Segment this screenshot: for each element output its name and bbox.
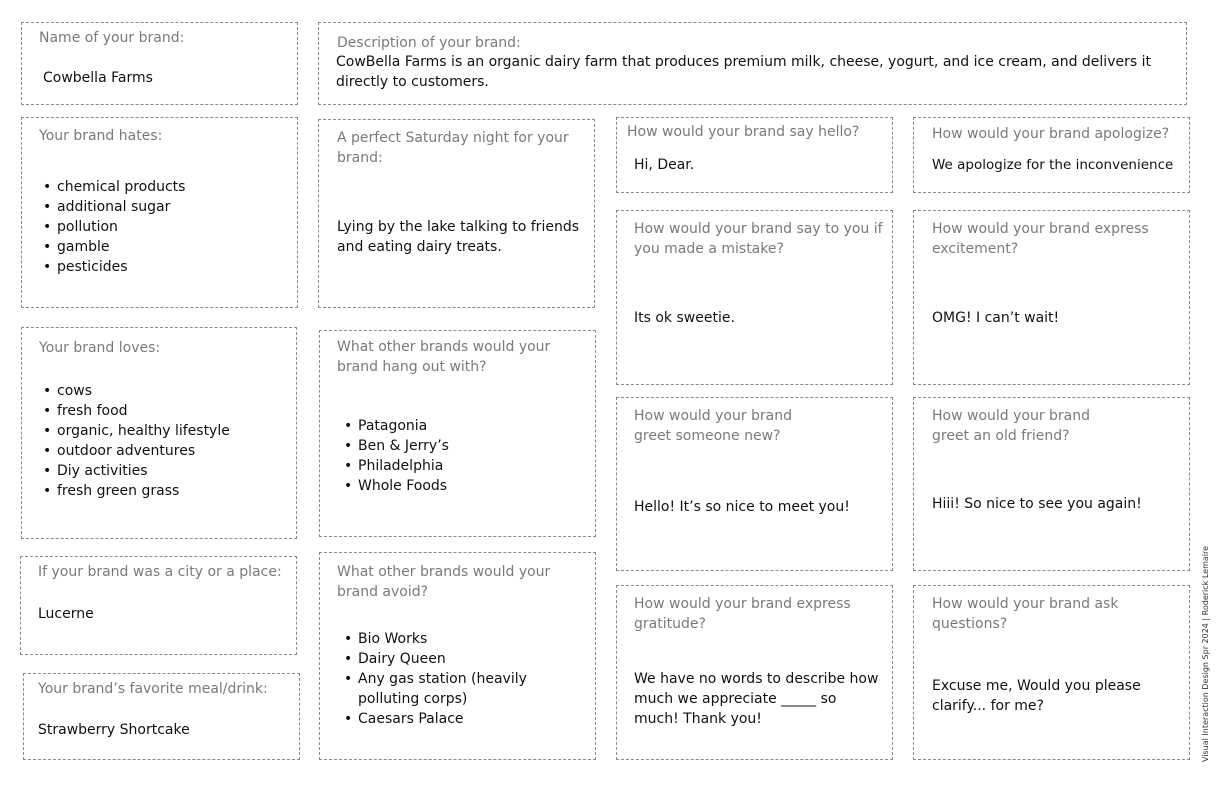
brand-description-question: Description of your brand: [337, 35, 521, 51]
brand-city-question: If your brand was a city or a place: [38, 564, 282, 580]
gratitude-question: How would your brand express gratitude? [634, 596, 851, 632]
footer-credit: Visual Interaction Design Spr 2024 | Roderick Lemaire [1201, 545, 1210, 762]
hangout-list [340, 416, 449, 496]
list-item: • chemical products [39, 177, 185, 197]
mistake-answer: Its ok sweetie. [634, 310, 735, 326]
hangout-question: What other brands would your brand hang out with? [337, 339, 551, 375]
brand-loves-question: Your brand loves: [39, 340, 161, 356]
saturday-answer: Lying by the lake talking to friends and eating dairy treats. [337, 219, 579, 255]
list-item: • Dairy Queen [340, 649, 540, 669]
brand-city-answer: Lucerne [38, 606, 94, 622]
apologize-question: How would your brand apologize? [932, 126, 1170, 142]
list-item: • outdoor adventures [39, 441, 230, 461]
list-item: • Caesars Palace [340, 709, 540, 729]
brand-name-question: Name of your brand: [39, 30, 185, 46]
list-item: • Diy activities [39, 461, 230, 481]
excitement-answer: OMG! I can’t wait! [932, 310, 1060, 326]
hello-answer: Hi, Dear. [634, 157, 695, 173]
list-item: • fresh food [39, 401, 230, 421]
list-item: • cows [39, 381, 230, 401]
list-item: • Bio Works [340, 629, 540, 649]
brand-meal-question: Your brand’s favorite meal/drink: [38, 681, 268, 697]
greet-old-answer: Hiii! So nice to see you again! [932, 496, 1142, 512]
list-item: • Ben & Jerry’s [340, 436, 449, 456]
list-item: • Any gas station (heavily polluting corps) [340, 669, 540, 709]
brand-loves-list [39, 381, 230, 501]
questions-answer: Excuse me, Would you please clarify... for me? [932, 678, 1141, 714]
greet-new-answer: Hello! It’s so nice to meet you! [634, 499, 850, 515]
avoid-list [340, 629, 540, 729]
list-item: • fresh green grass [39, 481, 230, 501]
excitement-question: How would your brand express excitement? [932, 221, 1149, 257]
avoid-question: What other brands would your brand avoid? [337, 564, 551, 600]
mistake-question: How would your brand say to you if you made a mistake? [634, 221, 883, 257]
hello-question: How would your brand say hello? [627, 124, 860, 140]
brand-hates-question: Your brand hates: [39, 128, 163, 144]
gratitude-answer: We have no words to describe how much we appreciate _____ so much! Thank you! [634, 671, 879, 727]
list-item: • Whole Foods [340, 476, 449, 496]
brand-hates-list [39, 177, 185, 277]
apologize-answer: We apologize for the inconvenience [932, 157, 1174, 173]
list-item: • gamble [39, 237, 185, 257]
list-item: • pesticides [39, 257, 185, 277]
greet-new-question: How would your brand greet someone new? [634, 408, 793, 444]
greet-old-question: How would your brand greet an old friend? [932, 408, 1091, 444]
questions-question: How would your brand ask questions? [932, 596, 1119, 632]
list-item: • pollution [39, 217, 185, 237]
brand-description-answer: CowBella Farms is an organic dairy farm that produces premium milk, cheese, yogurt, and ice cream, and delivers it directly to customers. [336, 54, 1151, 90]
list-item: • additional sugar [39, 197, 185, 217]
brand-meal-answer: Strawberry Shortcake [38, 722, 190, 738]
list-item: • organic, healthy lifestyle [39, 421, 230, 441]
brand-name-answer: Cowbella Farms [43, 70, 153, 86]
list-item: • Philadelphia [340, 456, 449, 476]
list-item: • Patagonia [340, 416, 449, 436]
saturday-question: A perfect Saturday night for your brand: [337, 130, 569, 166]
